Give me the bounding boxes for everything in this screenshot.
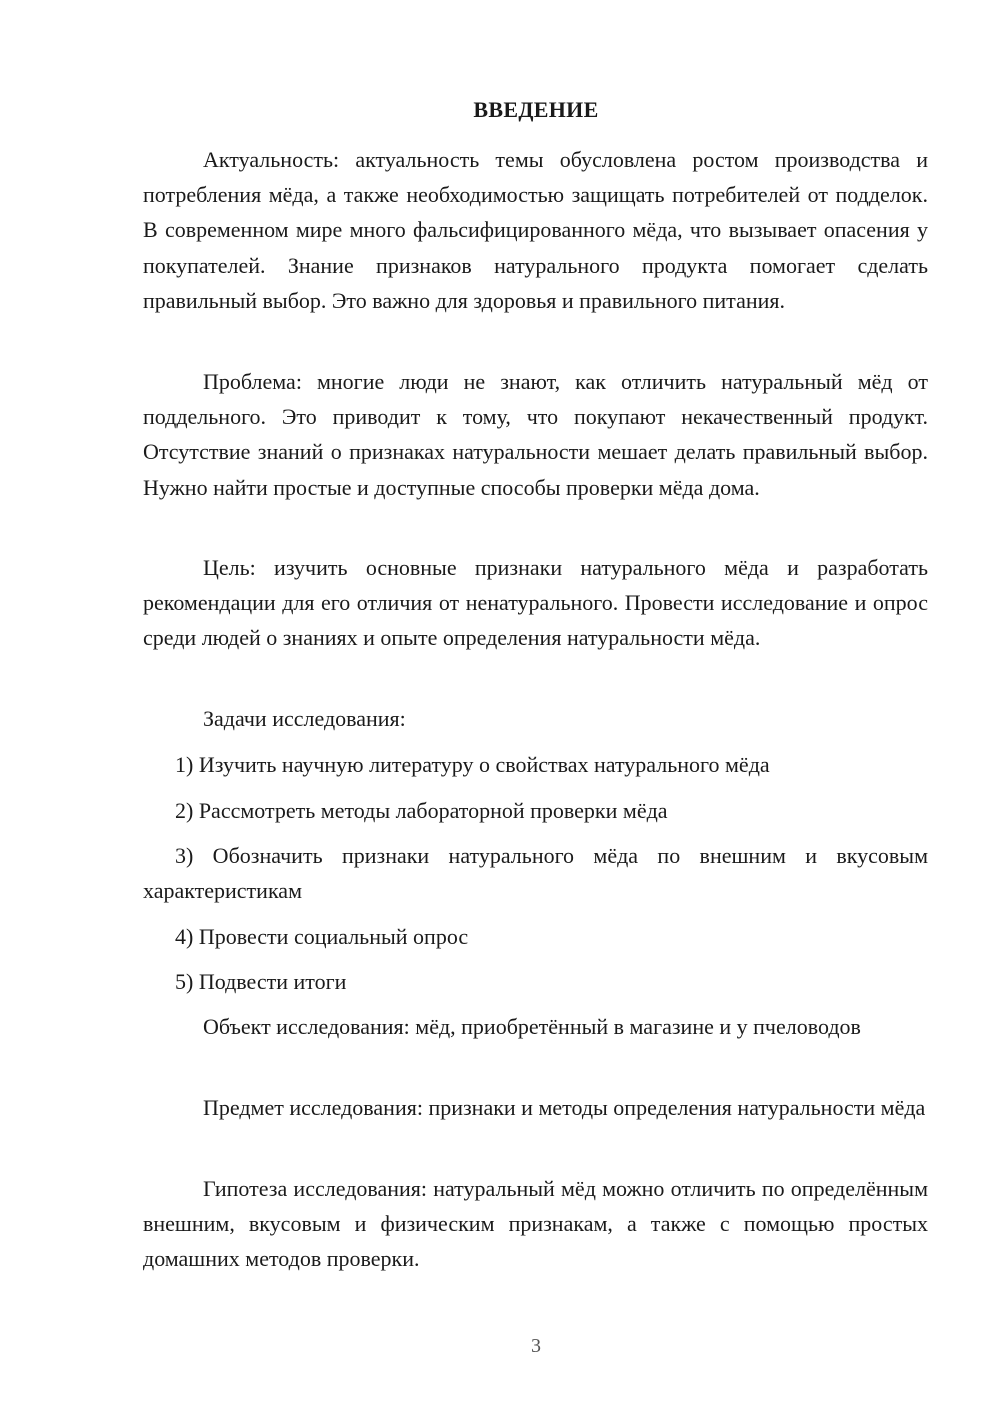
task-item-4: 4) Провести социальный опрос (175, 924, 469, 949)
page-number: 3 (531, 1335, 541, 1357)
paragraph-object: Объект исследования: мёд, приобретённый в магазине и у пчеловодов (203, 1014, 861, 1039)
task-item-3: 3) Обозначить признаки натурального мёда по внешним и вкусовым характеристикам (143, 843, 928, 904)
page-title: ВВЕДЕНИЕ (473, 97, 599, 122)
paragraph-tasks-heading: Задачи исследования: (203, 706, 406, 731)
task-item-2: 2) Рассмотреть методы лабораторной проверки мёда (175, 798, 668, 823)
paragraph-goal: Цель: изучить основные признаки натурального мёда и разработать рекомендации для его отличия от ненатурального. Провести исследование и опрос среди людей о знаниях и опыте определения натуральности мёда. (143, 555, 928, 651)
paragraph-problem: Проблема: многие люди не знают, как отличить натуральный мёд от поддельного. Это приводит к тому, что покупают некачественный продукт. Отсутствие знаний о признаках натуральности мешает делать правильный выбор. Нужно найти простые и доступные способы проверки мёда дома. (143, 369, 928, 500)
task-item-5: 5) Подвести итоги (175, 969, 347, 994)
paragraph-subject: Предмет исследования: признаки и методы определения натуральности мёда (203, 1095, 926, 1120)
paragraph-relevance: Актуальность: актуальность темы обусловлена ростом производства и потребления мёда, а также необходимостью защищать потребителей от подделок. В современном мире много фальсифицированного мёда, что вызывает опасения у покупателей. Знание признаков натурального продукта помогает сделать правильный выбор. Это важно для здоровья и правильного питания. (143, 147, 928, 313)
paragraph-hypothesis: Гипотеза исследования: натуральный мёд можно отличить по определённым внешним, вкусовым и физическим признакам, а также с помощью простых домашних методов проверки. (143, 1176, 928, 1272)
task-item-1: 1) Изучить научную литературу о свойствах натурального мёда (175, 752, 770, 777)
